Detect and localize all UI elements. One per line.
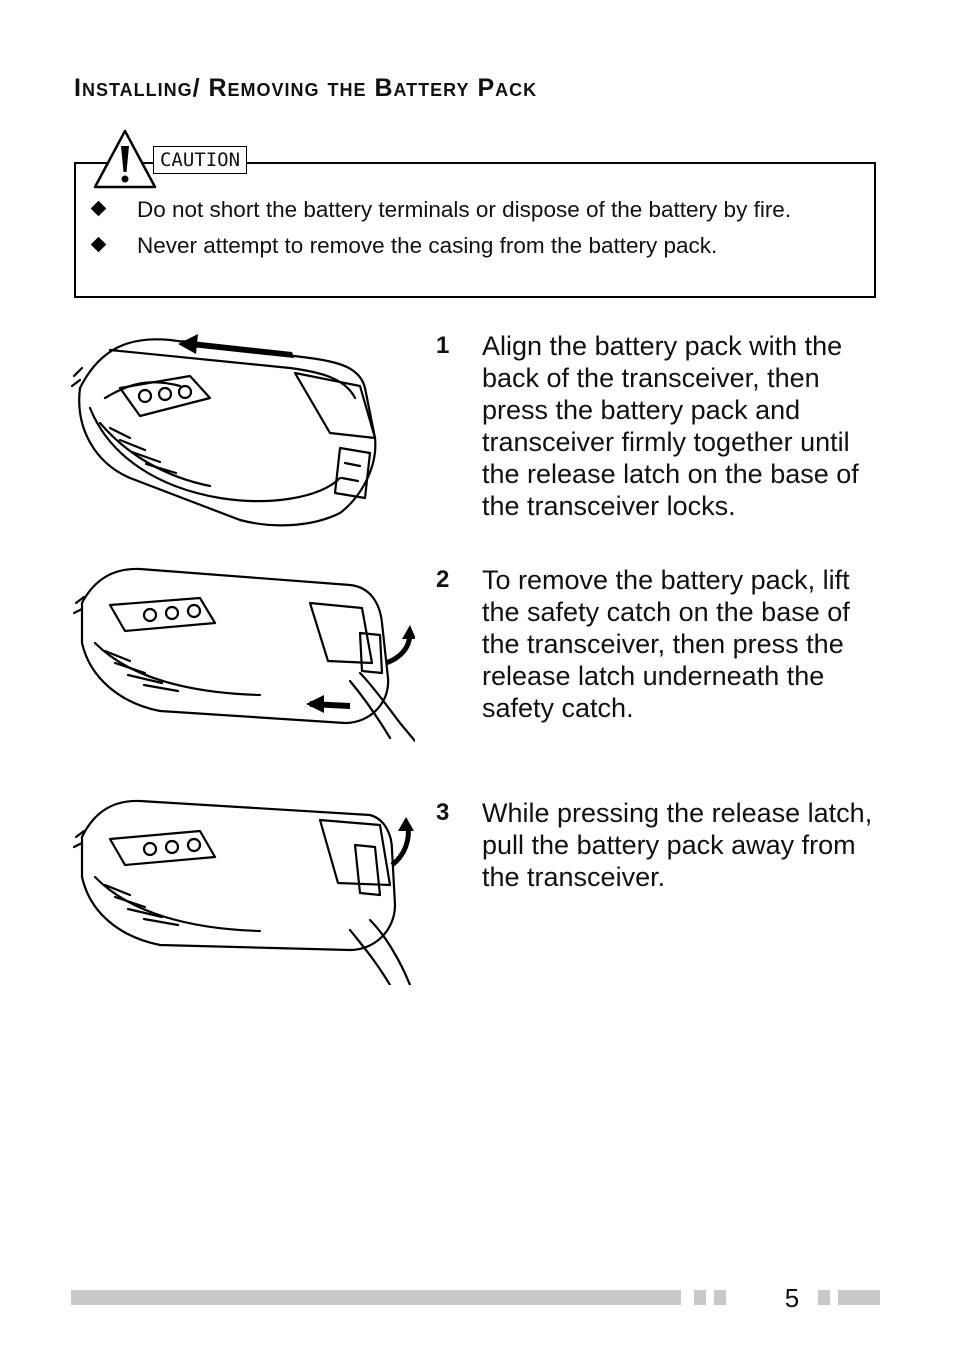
- step-number: 3: [436, 799, 450, 826]
- caution-label: CAUTION: [153, 146, 247, 174]
- diamond-bullet-icon: [91, 201, 107, 217]
- step-2: [436, 564, 876, 729]
- step-3: [436, 797, 876, 897]
- footer-bar-segment: [714, 1290, 726, 1305]
- step-text: To remove the battery pack, lift the safety catch on the base of the transceiver, then press the release latch underneath the safety catch.: [482, 565, 850, 723]
- step-number: 1: [436, 332, 450, 359]
- caution-list: [90, 197, 850, 269]
- footer-bar: [71, 1290, 681, 1305]
- release-latch-illustration: [70, 563, 415, 743]
- remove-battery-illustration: [70, 795, 415, 985]
- step-1: [436, 330, 876, 525]
- warning-triangle-icon: [92, 128, 158, 190]
- install-battery-illustration: [70, 328, 390, 533]
- step-text: Align the battery pack with the back of the transceiver, then press the battery pack and transceiver firmly together until the release latch on the base of the transceiver locks.: [482, 331, 859, 521]
- footer-bar-segment: [818, 1290, 830, 1305]
- caution-item-text: Do not short the battery terminals or dispose of the battery by fire.: [137, 197, 792, 222]
- footer-bar-end: [838, 1290, 880, 1305]
- footer-bar-segment: [694, 1290, 706, 1305]
- caution-item: [90, 233, 850, 259]
- step-number: 2: [436, 566, 450, 593]
- caution-item-text: Never attempt to remove the casing from the battery pack.: [137, 233, 718, 258]
- page-title: Installing/ Removing the Battery Pack: [74, 74, 538, 102]
- page-number: 5: [784, 1283, 800, 1313]
- diamond-bullet-icon: [91, 237, 107, 253]
- step-text: While pressing the release latch, pull the battery pack away from the transceiver.: [482, 798, 873, 892]
- caution-item: [90, 197, 850, 223]
